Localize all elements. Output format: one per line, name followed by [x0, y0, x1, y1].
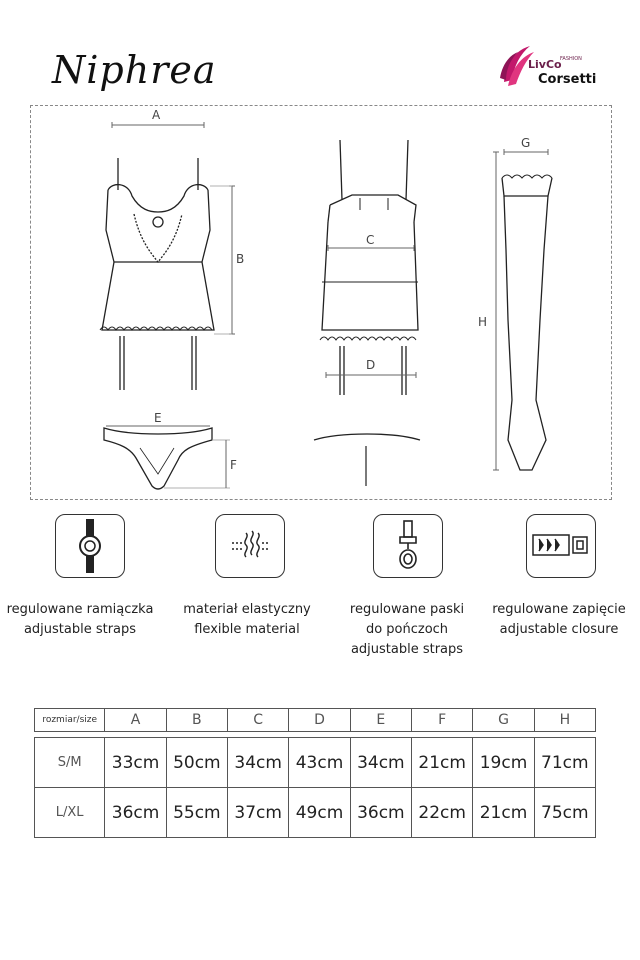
thong-front-drawing — [104, 428, 212, 489]
table-row — [35, 738, 596, 788]
dim-label-h: H — [478, 315, 488, 329]
feature-label-closure — [484, 600, 634, 640]
feature-text-en: adjustable straps — [350, 642, 464, 657]
table-cell: 37cm — [228, 788, 289, 838]
table-cell: 22cm — [412, 788, 473, 838]
dim-label-a: A — [152, 108, 161, 122]
garter-clip-icon — [373, 514, 443, 578]
feature-text-en: adjustable straps — [23, 622, 137, 637]
column-header: B — [166, 709, 227, 732]
dim-label-b: B — [236, 252, 245, 266]
dim-label-f: F — [230, 458, 237, 472]
feature-label-straps — [5, 600, 155, 640]
table-cell: 34cm — [228, 738, 289, 788]
table-cell: 19cm — [473, 738, 534, 788]
strap-icon — [55, 514, 125, 578]
table-cell: 34cm — [350, 738, 411, 788]
column-header: E — [350, 709, 411, 732]
feature-text-pl: regulowane paski — [349, 602, 465, 617]
feature-text-pl: materiał elastyczny — [183, 602, 311, 617]
column-header: D — [289, 709, 350, 732]
product-title: Niphrea — [52, 48, 217, 92]
brand-name-bottom: Corsetti — [538, 72, 597, 87]
table-cell: 75cm — [534, 788, 595, 838]
column-header: G — [473, 709, 534, 732]
feature-text-en: adjustable closure — [499, 622, 619, 637]
size-table-header — [35, 709, 596, 732]
chemise-back-drawing — [320, 140, 418, 395]
brand-fashion-label: FASHION — [560, 56, 582, 62]
table-cell: 49cm — [289, 788, 350, 838]
feature-text-pl: regulowane ramiączka — [6, 602, 154, 617]
column-header: F — [412, 709, 473, 732]
table-cell: 50cm — [166, 738, 227, 788]
dim-label-c: C — [366, 233, 375, 247]
table-cell: 21cm — [412, 738, 473, 788]
table-cell: 21cm — [473, 788, 534, 838]
feature-text-pl: regulowane zapięcie — [492, 602, 626, 617]
brand-name-top: LivCo — [528, 58, 562, 71]
feature-label-stocking-straps — [332, 600, 482, 660]
dim-label-d: D — [366, 358, 376, 372]
dim-label-e: E — [154, 411, 162, 425]
hook-closure-icon — [526, 514, 596, 578]
table-cell: 71cm — [534, 738, 595, 788]
column-header: H — [534, 709, 595, 732]
size-table-corner: rozmiar/size — [35, 709, 105, 732]
feature-text-en: flexible material — [194, 622, 300, 637]
feature-text-pl-2: do pończoch — [365, 622, 449, 637]
size-name: L/XL — [35, 788, 105, 838]
thong-back-drawing — [314, 434, 420, 486]
column-header: C — [228, 709, 289, 732]
feature-label-material — [172, 600, 322, 640]
table-row — [35, 788, 596, 838]
chemise-front-drawing — [100, 158, 214, 390]
table-cell: 55cm — [166, 788, 227, 838]
size-name: S/M — [35, 738, 105, 788]
dim-label-g: G — [521, 136, 531, 150]
size-table — [34, 708, 596, 838]
table-cell: 36cm — [105, 788, 166, 838]
column-header: A — [105, 709, 166, 732]
table-cell: 43cm — [289, 738, 350, 788]
table-cell: 33cm — [105, 738, 166, 788]
stocking-drawing — [502, 175, 552, 470]
elastic-fabric-icon — [215, 514, 285, 578]
table-cell: 36cm — [350, 788, 411, 838]
